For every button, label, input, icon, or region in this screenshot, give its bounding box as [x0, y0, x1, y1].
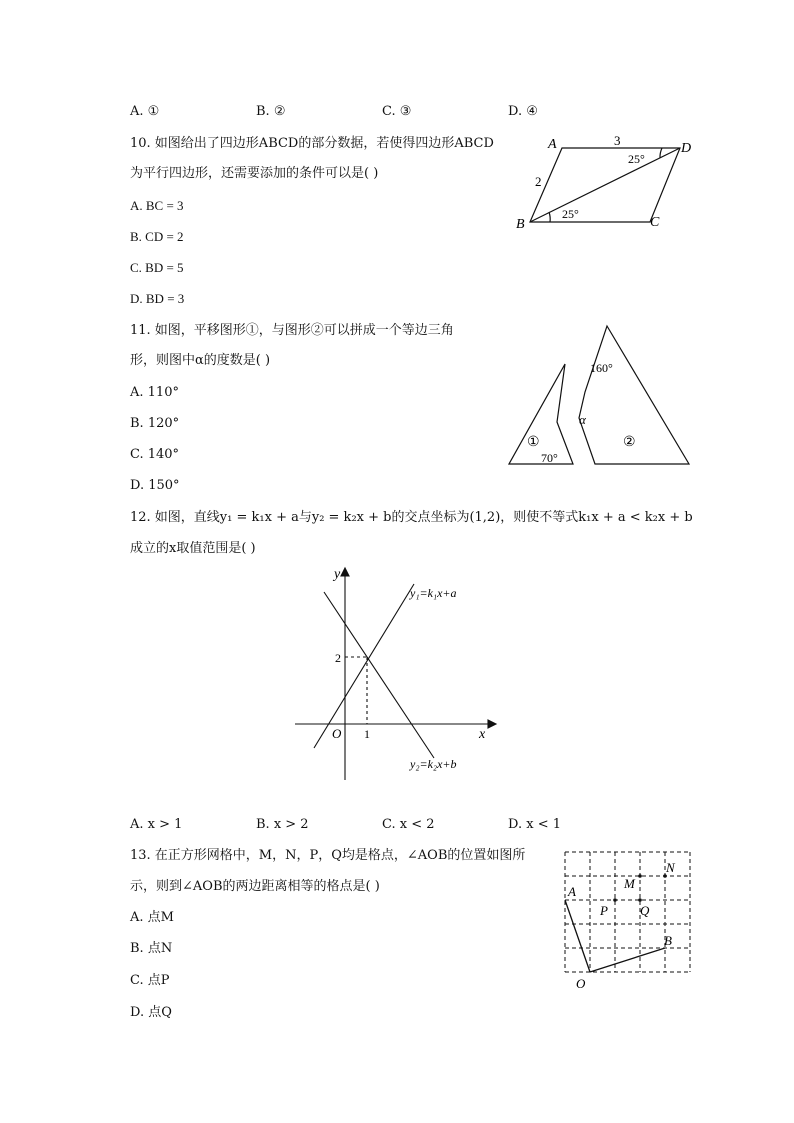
- q12-stem-line1: 12. 如图，直线y₁ = k₁x + a与y₂ = k₂x + b的交点坐标为(1,2)，则使不等式k₁x + a < k₂x + b: [130, 510, 693, 525]
- q10-ad-length: 3: [614, 133, 621, 148]
- q13-label-m: M: [624, 876, 635, 891]
- q12-option-d[interactable]: D. x < 1: [508, 817, 561, 832]
- q10-stem-line2: 为平行四边形，还需要添加的条件可以是( ): [130, 166, 379, 181]
- q11-shape-1-label: ①: [527, 435, 540, 450]
- q11-shapes-figure: [505, 322, 695, 470]
- q9-option-c[interactable]: C. ③: [382, 104, 412, 119]
- q12-line-y2-label: y₂=k₂x+b: [410, 757, 457, 771]
- q13-ray-ob: [590, 948, 665, 972]
- q11-angle-160: 160°: [590, 361, 613, 375]
- q11-option-c[interactable]: C. 140°: [130, 447, 180, 462]
- q12-x-axis-label: x: [479, 727, 486, 742]
- q13-stem-line2: 示，则到∠AOB的两边距离相等的格点是( ): [130, 879, 380, 894]
- q12-origin-label: O: [332, 726, 342, 741]
- q9-option-a[interactable]: A. ①: [130, 104, 160, 119]
- q12-graph-figure: [290, 562, 500, 782]
- q12-line-y1: [314, 584, 414, 748]
- q13-label-q: Q: [640, 903, 650, 918]
- q12-tick-x-1: 1: [364, 727, 370, 741]
- q12-option-b[interactable]: B. x > 2: [256, 817, 309, 832]
- q11-stem-line1: 11. 如图，平移图形①，与图形②可以拼成一个等边三角: [130, 323, 454, 338]
- q13-option-d[interactable]: D. 点Q: [130, 1005, 172, 1020]
- q11-alpha: α: [579, 412, 586, 427]
- q9-option-d[interactable]: D. ④: [508, 104, 538, 119]
- q13-option-b[interactable]: B. 点N: [130, 941, 173, 956]
- q10-option-d[interactable]: D. BD = 3: [130, 291, 185, 306]
- q13-grid-figure: [560, 848, 700, 993]
- q10-parallelogram-figure: [510, 130, 700, 235]
- q13-label-n: N: [666, 860, 675, 875]
- q11-option-a[interactable]: A. 110°: [130, 385, 179, 400]
- q10-label-c: C: [650, 215, 660, 230]
- q13-option-a[interactable]: A. 点M: [130, 910, 174, 925]
- q13-label-o: O: [576, 976, 586, 991]
- q13-point-q: [638, 898, 642, 902]
- q10-option-b[interactable]: B. CD = 2: [130, 229, 184, 244]
- q10-option-a[interactable]: A. BC = 3: [130, 198, 184, 213]
- q10-stem-line1: 10. 如图给出了四边形ABCD的部分数据，若使得四边形ABCD: [130, 136, 494, 151]
- q13-label-a: A: [568, 884, 576, 899]
- q13-point-m: [638, 874, 642, 878]
- q13-stem-line1: 13. 在正方形网格中，M，N，P，Q均是格点，∠AOB的位置如图所: [130, 848, 526, 863]
- q11-option-b[interactable]: B. 120°: [130, 416, 180, 431]
- q11-shape-2-label: ②: [623, 435, 636, 450]
- q11-shape-1: [509, 364, 573, 464]
- q12-y-axis-label: y: [334, 567, 341, 582]
- q12-tick-y-2: 2: [335, 651, 341, 665]
- q12-option-c[interactable]: C. x < 2: [382, 817, 435, 832]
- q10-angle-d: 25°: [628, 152, 645, 166]
- q13-label-b: B: [664, 933, 672, 948]
- q10-diagonal-bd: [530, 148, 680, 222]
- q10-ab-length: 2: [535, 174, 542, 189]
- q12-option-a[interactable]: A. x > 1: [130, 817, 183, 832]
- q12-stem-line2: 成立的x取值范围是( ): [130, 541, 256, 556]
- q9-option-b[interactable]: B. ②: [256, 104, 286, 119]
- q12-y-arrow: [341, 568, 349, 576]
- q12-line-y1-label: y₁=k₁x+a: [410, 586, 457, 600]
- q11-angle-70: 70°: [541, 451, 558, 465]
- q10-label-a: A: [548, 137, 557, 152]
- q12-x-arrow: [488, 720, 496, 728]
- q10-label-d: D: [681, 141, 692, 156]
- q11-stem-line2: 形，则图中α的度数是( ): [130, 353, 271, 368]
- q10-label-b: B: [516, 217, 525, 232]
- q11-option-d[interactable]: D. 150°: [130, 478, 180, 493]
- q13-point-p: [613, 898, 617, 902]
- q10-angle-b: 25°: [562, 207, 579, 221]
- q13-option-c[interactable]: C. 点P: [130, 973, 170, 988]
- q10-option-c[interactable]: C. BD = 5: [130, 260, 184, 275]
- q13-label-p: P: [600, 903, 608, 918]
- q13-ray-oa: [565, 900, 590, 972]
- q10-angle-arc-b: [549, 212, 550, 222]
